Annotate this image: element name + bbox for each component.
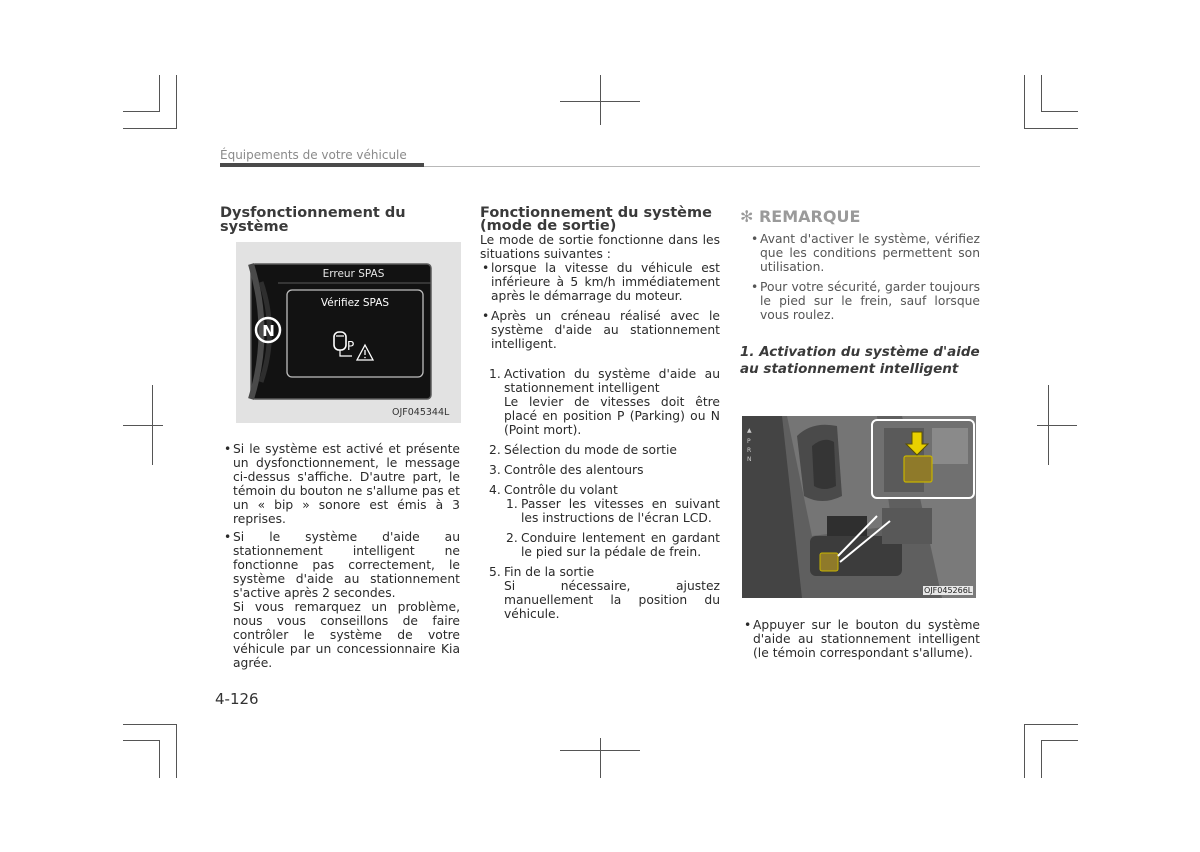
- svg-text:R: R: [747, 447, 752, 454]
- asterisk-icon: ✻: [740, 207, 754, 226]
- section-header: Équipements de votre véhicule: [220, 148, 407, 162]
- list-item: • Appuyer sur le bouton du système d'aide au stationnement intelligent (le témoin correspondant s'allume).: [742, 618, 980, 660]
- middle-title-line1: Fonctionnement du système: [480, 205, 712, 221]
- header-rule: [424, 166, 980, 167]
- svg-text:N: N: [747, 456, 752, 463]
- dashboard-figure: [236, 242, 461, 423]
- substep-item: 1. Passer les vitesses en suivant les instructions de l'écran LCD.: [506, 497, 720, 525]
- screen-message: Vérifiez SPAS: [320, 297, 390, 309]
- substep-item: 2. Conduire lentement en gardant le pied sur la pédale de frein.: [506, 531, 720, 559]
- intro-text: Le mode de sortie fonctionne dans les situations suivantes :: [480, 233, 720, 261]
- list-item: • Si le système d'aide au stationnement intelligent ne fonctionne pas correctement, le système d'aide au stationnement s'active après 2 secondes.: [222, 530, 460, 600]
- left-section-title: Dysfonctionnement du système: [220, 205, 406, 235]
- page-number: 4-126: [215, 690, 259, 708]
- svg-text:P: P: [747, 438, 751, 445]
- list-item: • Après un créneau réalisé avec le système d'aide au stationnement intelligent.: [480, 309, 720, 351]
- center-console-image: [742, 416, 976, 598]
- figure-code: OJF045266L: [924, 586, 973, 595]
- gear-indicator: N: [262, 322, 275, 340]
- step-item: 5. Fin de la sortie Si nécessaire, ajustez manuellement la position du véhicule.: [489, 565, 720, 621]
- right-bullet: [742, 618, 980, 660]
- note-item: • Pour votre sécurité, garder toujours le pied sur le frein, sauf lorsque vous roulez.: [749, 280, 980, 322]
- svg-text:P: P: [347, 339, 355, 353]
- note-item: • Avant d'activer le système, vérifiez que les conditions permettent son utilisation.: [749, 232, 980, 274]
- left-column: [220, 206, 461, 234]
- console-figure: [742, 416, 976, 598]
- note-title: REMARQUE: [758, 207, 861, 226]
- screen-title: Erreur SPAS: [322, 268, 385, 280]
- left-text: [222, 442, 460, 670]
- activation-title: 1. Activation du système d'aide au stationnement intelligent: [740, 344, 980, 377]
- list-item-continuation: Si vous remarquez un problème, nous vous conseillons de faire contrôler le système de votre véhicule par un concessionnaire Kia agrée.: [233, 600, 460, 670]
- header-bar: [220, 163, 424, 167]
- step-item: 1. Activation du système d'aide au stationnement intelligent Le levier de vitesses doit être placé en position P (Parking) ou N (Point mort).: [489, 367, 720, 437]
- middle-title-line2: (mode de sortie): [480, 218, 617, 234]
- right-column: [740, 207, 980, 378]
- step-item: 2. Sélection du mode de sortie: [489, 443, 677, 457]
- list-item: • Si le système est activé et présente un dysfonctionnement, le message ci-dessus s'affiche. D'autre part, le témoin du bouton ne s'allume pas et un « bip » sonore est émis à 3 reprises.: [222, 442, 460, 526]
- note-heading: [740, 207, 980, 226]
- figure-code: OJF045344L: [392, 407, 450, 418]
- step-item: 4. Contrôle du volant 1. Passer les vitesses en suivant les instructions de l'écran LCD. 2. Conduire lentement en gardant le pied sur la pédale de frein.: [489, 483, 720, 559]
- middle-column: [480, 206, 720, 621]
- step-item: 3. Contrôle des alentours: [489, 463, 644, 477]
- list-item: • lorsque la vitesse du véhicule est inférieure à 5 km/h immédiatement après le démarrage du moteur.: [480, 261, 720, 303]
- svg-text:▲: ▲: [747, 427, 752, 434]
